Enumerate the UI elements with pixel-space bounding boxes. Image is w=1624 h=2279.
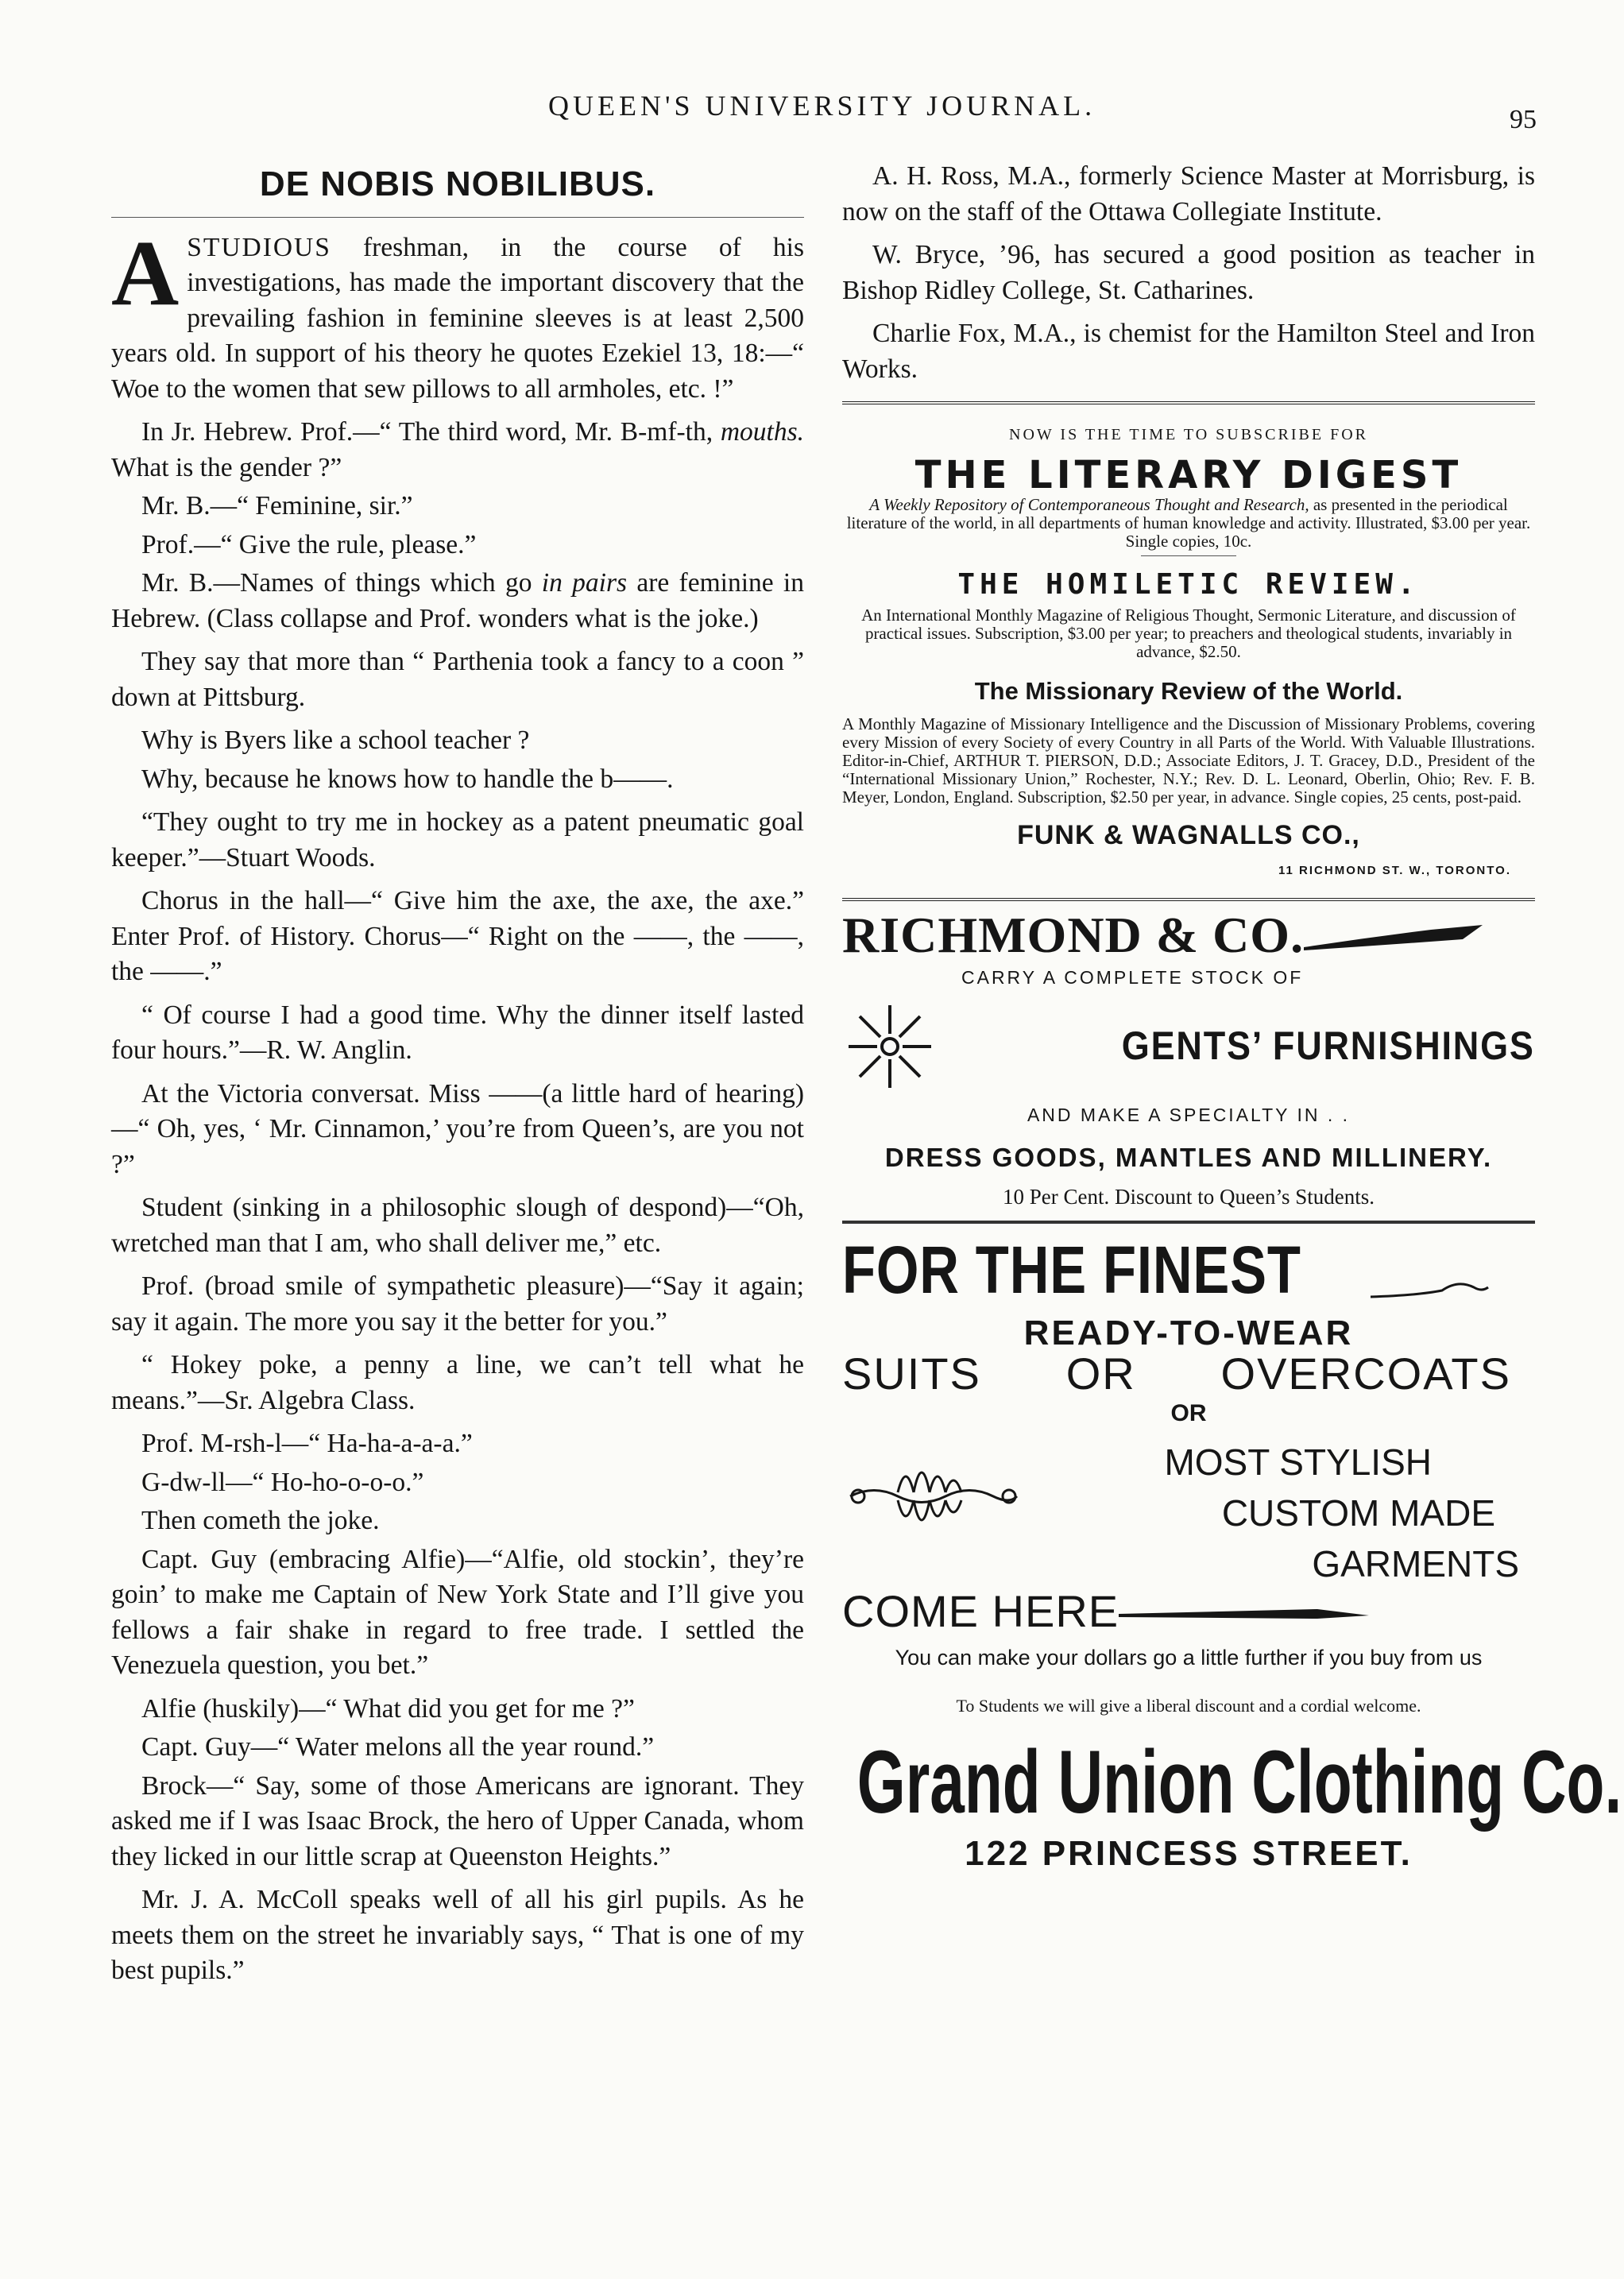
- or-line: OR: [1170, 1400, 1207, 1426]
- richmond-ad: [842, 906, 1535, 1214]
- emphasis: in pairs: [541, 568, 628, 598]
- pointer-line-icon: [1119, 1600, 1373, 1623]
- literary-digest-title: THE LITERARY DIGEST: [914, 452, 1463, 497]
- article-paragraph: Mr. B.—“ Feminine, sir.”: [141, 491, 413, 520]
- missionary-review-description: A Monthly Magazine of Missionary Intelligence and the Discussion of Missionary Problems, covering every Mission of every Society of every Country in all Parts of the World. With Valuable Illustrations. Editor-in-Chief, ARTHUR T. PIERSON, D.D.; Associate Editors, J. T. Gracey, D.D., President of the “International Missionary Union,” Rochester, N.Y.; Rev. D. L. Leonard, Oberlin, Ohio; Rev. F. B. Meyer, London, England. Subscription, $2.50 per year, in advance. Single copies, 25 cents, post-paid.: [842, 714, 1535, 807]
- suits-word: SUITS: [842, 1348, 981, 1399]
- article-paragraph: They say that more than “ Parthenia took a fancy to a coon ” down at Pittsburg.: [111, 647, 804, 712]
- finest-row: [842, 1232, 1535, 1307]
- article-paragraph: Brock—“ Say, some of those Americans are ignorant. They asked me if I was Isaac Brock, the hero of Upper Canada, whom they licked in our little scrap at Queenston Heights.”: [111, 1770, 804, 1871]
- specialty-line: AND MAKE A SPECIALTY IN . .: [1027, 1104, 1351, 1125]
- richmond-name: RICHMOND & CO.: [842, 906, 1305, 963]
- section-rule: [842, 401, 1535, 404]
- article-paragraph: Why, because he knows how to handle the b——.: [141, 764, 674, 794]
- richmond-heading: [842, 906, 1535, 963]
- welcome-line: To Students we will give a liberal discount and a cordial welcome.: [956, 1695, 1421, 1716]
- page-number: 95: [1510, 105, 1537, 134]
- right-column: [842, 159, 1622, 1873]
- article-paragraph: Then cometh the joke.: [141, 1506, 380, 1535]
- personal-note: W. Bryce, ’96, has secured a good position as teacher in Bishop Ridley College, St. Catharines.: [842, 240, 1535, 305]
- article-paragraph: Student (sinking in a philosophic slough of despond)—“Oh, wretched man that I am, who shall deliver me,” etc.: [111, 1193, 804, 1258]
- left-column: [111, 159, 804, 1997]
- article-paragraph: Prof. (broad smile of sympathetic pleasure)—“Say it again; say it again. The more you say it the better for you.”: [111, 1271, 804, 1337]
- ornamental-scroll-icon: [842, 1437, 1025, 1556]
- funk-wagnalls-ad: [842, 417, 1535, 888]
- literary-digest-description: A Weekly Repository of Contemporaneous Thought and Research, as presented in the periodical literature of the world, in all departments of human knowledge and activity. Illustrated, $3.00 per year. Single copies, 10c.: [846, 495, 1531, 551]
- personal-note: A. H. Ross, M.A., formerly Science Master at Morrisburg, is now on the staff of the Ottawa Collegiate Institute.: [842, 161, 1535, 226]
- opening-words: STUDIOUS: [187, 232, 331, 262]
- personal-note: Charlie Fox, M.A., is chemist for the Hamilton Steel and Iron Works.: [842, 319, 1535, 384]
- article-paragraph: Capt. Guy—“ Water melons all the year round.”: [141, 1732, 655, 1762]
- article-paragraph: G-dw-ll—“ Ho-ho-o-o-o.”: [141, 1467, 424, 1497]
- pointing-hand-icon: [1304, 915, 1487, 955]
- section-rule: [842, 898, 1535, 901]
- article-paragraph: Chorus in the hall—“ Give him the axe, the axe, the axe.” Enter Prof. of History. Chorus—“ Right on the ——, the ——, the ——.”: [111, 886, 804, 986]
- ad-divider: [1141, 555, 1236, 556]
- subscribe-line: NOW IS THE TIME TO SUBSCRIBE FOR: [1009, 426, 1368, 443]
- suits-word: OR: [1065, 1348, 1136, 1399]
- come-here-row: [842, 1585, 1535, 1636]
- article-paragraph: “They ought to try me in hockey as a patent pneumatic goal keeper.”—Stuart Woods.: [111, 807, 804, 873]
- article-paragraph: Mr. J. A. McColl speaks well of all his girl pupils. As he meets them on the street he invariably says, “ That is one of my best pupils.”: [111, 1885, 804, 1985]
- stylish-line: CUSTOM MADE: [1221, 1492, 1495, 1534]
- homiletic-review-description: An International Monthly Magazine of Religious Thought, Sermonic Literature, and discussion of practical issues. Subscription, $3.00 per year; to preachers and theological students, invariably in advance, $2.50.: [861, 605, 1516, 661]
- company-name: Grand Union Clothing Co.: [856, 1732, 1622, 1832]
- street-address: 122 PRINCESS STREET.: [965, 1834, 1413, 1873]
- carry-line: CARRY A COMPLETE STOCK OF: [961, 967, 1304, 988]
- article-paragraph: [111, 220, 804, 408]
- drop-cap: A: [111, 220, 180, 325]
- come-here: COME HERE: [842, 1585, 1119, 1636]
- article-title: DE NOBIS NOBILIBUS.: [259, 164, 656, 203]
- article-paragraph: Capt. Guy (embracing Alfie)—“Alfie, old stockin’, they’re goin’ to make me Captain of New York State and I’ll give you fellows a fair shake in regard to free trade. I settled the Venezuela question, you bet.”: [111, 1544, 804, 1680]
- homiletic-review-title: THE HOMILETIC REVIEW.: [957, 568, 1420, 601]
- article-paragraph: At the Victoria conversat. Miss ——(a little hard of hearing)—“ Oh, yes, ‘ Mr. Cinnamon,’ you’re from Queen’s, are you not ?”: [111, 1078, 804, 1179]
- stylish-lines: [1025, 1437, 1535, 1589]
- gents-furnishings: GENTS’ FURNISHINGS: [1122, 1023, 1535, 1069]
- ready-to-wear: READY-TO-WEAR: [1023, 1314, 1354, 1352]
- running-head: QUEEN'S UNIVERSITY JOURNAL.: [548, 90, 1096, 122]
- opening-text: freshman, in the course of his investigations, has made the important discovery that the prevailing fashion in feminine sleeves is at least 2,500 years old. In support of his theory he quotes Ezekiel 13, 18:—“ Woe to the women that sew pillows to all armholes, etc. !”: [111, 232, 804, 404]
- article-paragraph: Why is Byers like a school teacher ?: [141, 725, 530, 755]
- article-paragraph: “ Of course I had a good time. Why the dinner itself lasted four hours.”—R. W. Anglin.: [111, 1000, 804, 1065]
- article-paragraph: In Jr. Hebrew. Prof.—“ The third word, Mr. B-mf-th, mouths. What is the gender ?”: [111, 417, 804, 482]
- grand-union-ad: [842, 1232, 1622, 1873]
- article-paragraph: Alfie (huskily)—“ What did you get for me ?”: [141, 1693, 635, 1724]
- title-rule: [111, 217, 804, 218]
- stylish-block: [842, 1437, 1535, 1589]
- article-paragraph: Prof. M-rsh-l—“ Ha-ha-a-a-a.”: [141, 1429, 473, 1458]
- finest-headline: FOR THE FINEST: [842, 1232, 1301, 1307]
- publisher-address: 11 RICHMOND ST. W., TORONTO.: [1278, 863, 1511, 877]
- flourish-icon: [1371, 1256, 1490, 1303]
- suits-line: [842, 1348, 1535, 1399]
- emphasis: mouths.: [720, 417, 804, 447]
- article-paragraph: Prof.—“ Give the rule, please.”: [141, 529, 477, 559]
- publisher-name: FUNK & WAGNALLS CO.,: [1017, 820, 1360, 850]
- article-paragraph: “ Hokey poke, a penny a line, we can’t tell what he means.”—Sr. Algebra Class.: [111, 1350, 804, 1415]
- dollars-line: You can make your dollars go a little further if you buy from us: [895, 1646, 1483, 1670]
- stylish-line: GARMENTS: [1312, 1542, 1519, 1584]
- missionary-review-title: The Missionary Review of the World.: [974, 676, 1403, 705]
- sunburst-ornament-icon: [842, 999, 938, 1094]
- dress-goods-line: DRESS GOODS, MANTLES AND MILLINERY.: [884, 1143, 1493, 1172]
- stylish-line: MOST STYLISH: [1164, 1441, 1432, 1483]
- discount-line: 10 Per Cent. Discount to Queen’s Students.: [1003, 1184, 1375, 1209]
- section-rule: [842, 1221, 1535, 1224]
- article-paragraph: Mr. B.—Names of things which go in pairs are feminine in Hebrew. (Class collapse and Prof. wonders what is the joke.): [111, 568, 804, 633]
- gents-row: [842, 999, 1535, 1094]
- suits-word: OVERCOATS: [1220, 1348, 1511, 1399]
